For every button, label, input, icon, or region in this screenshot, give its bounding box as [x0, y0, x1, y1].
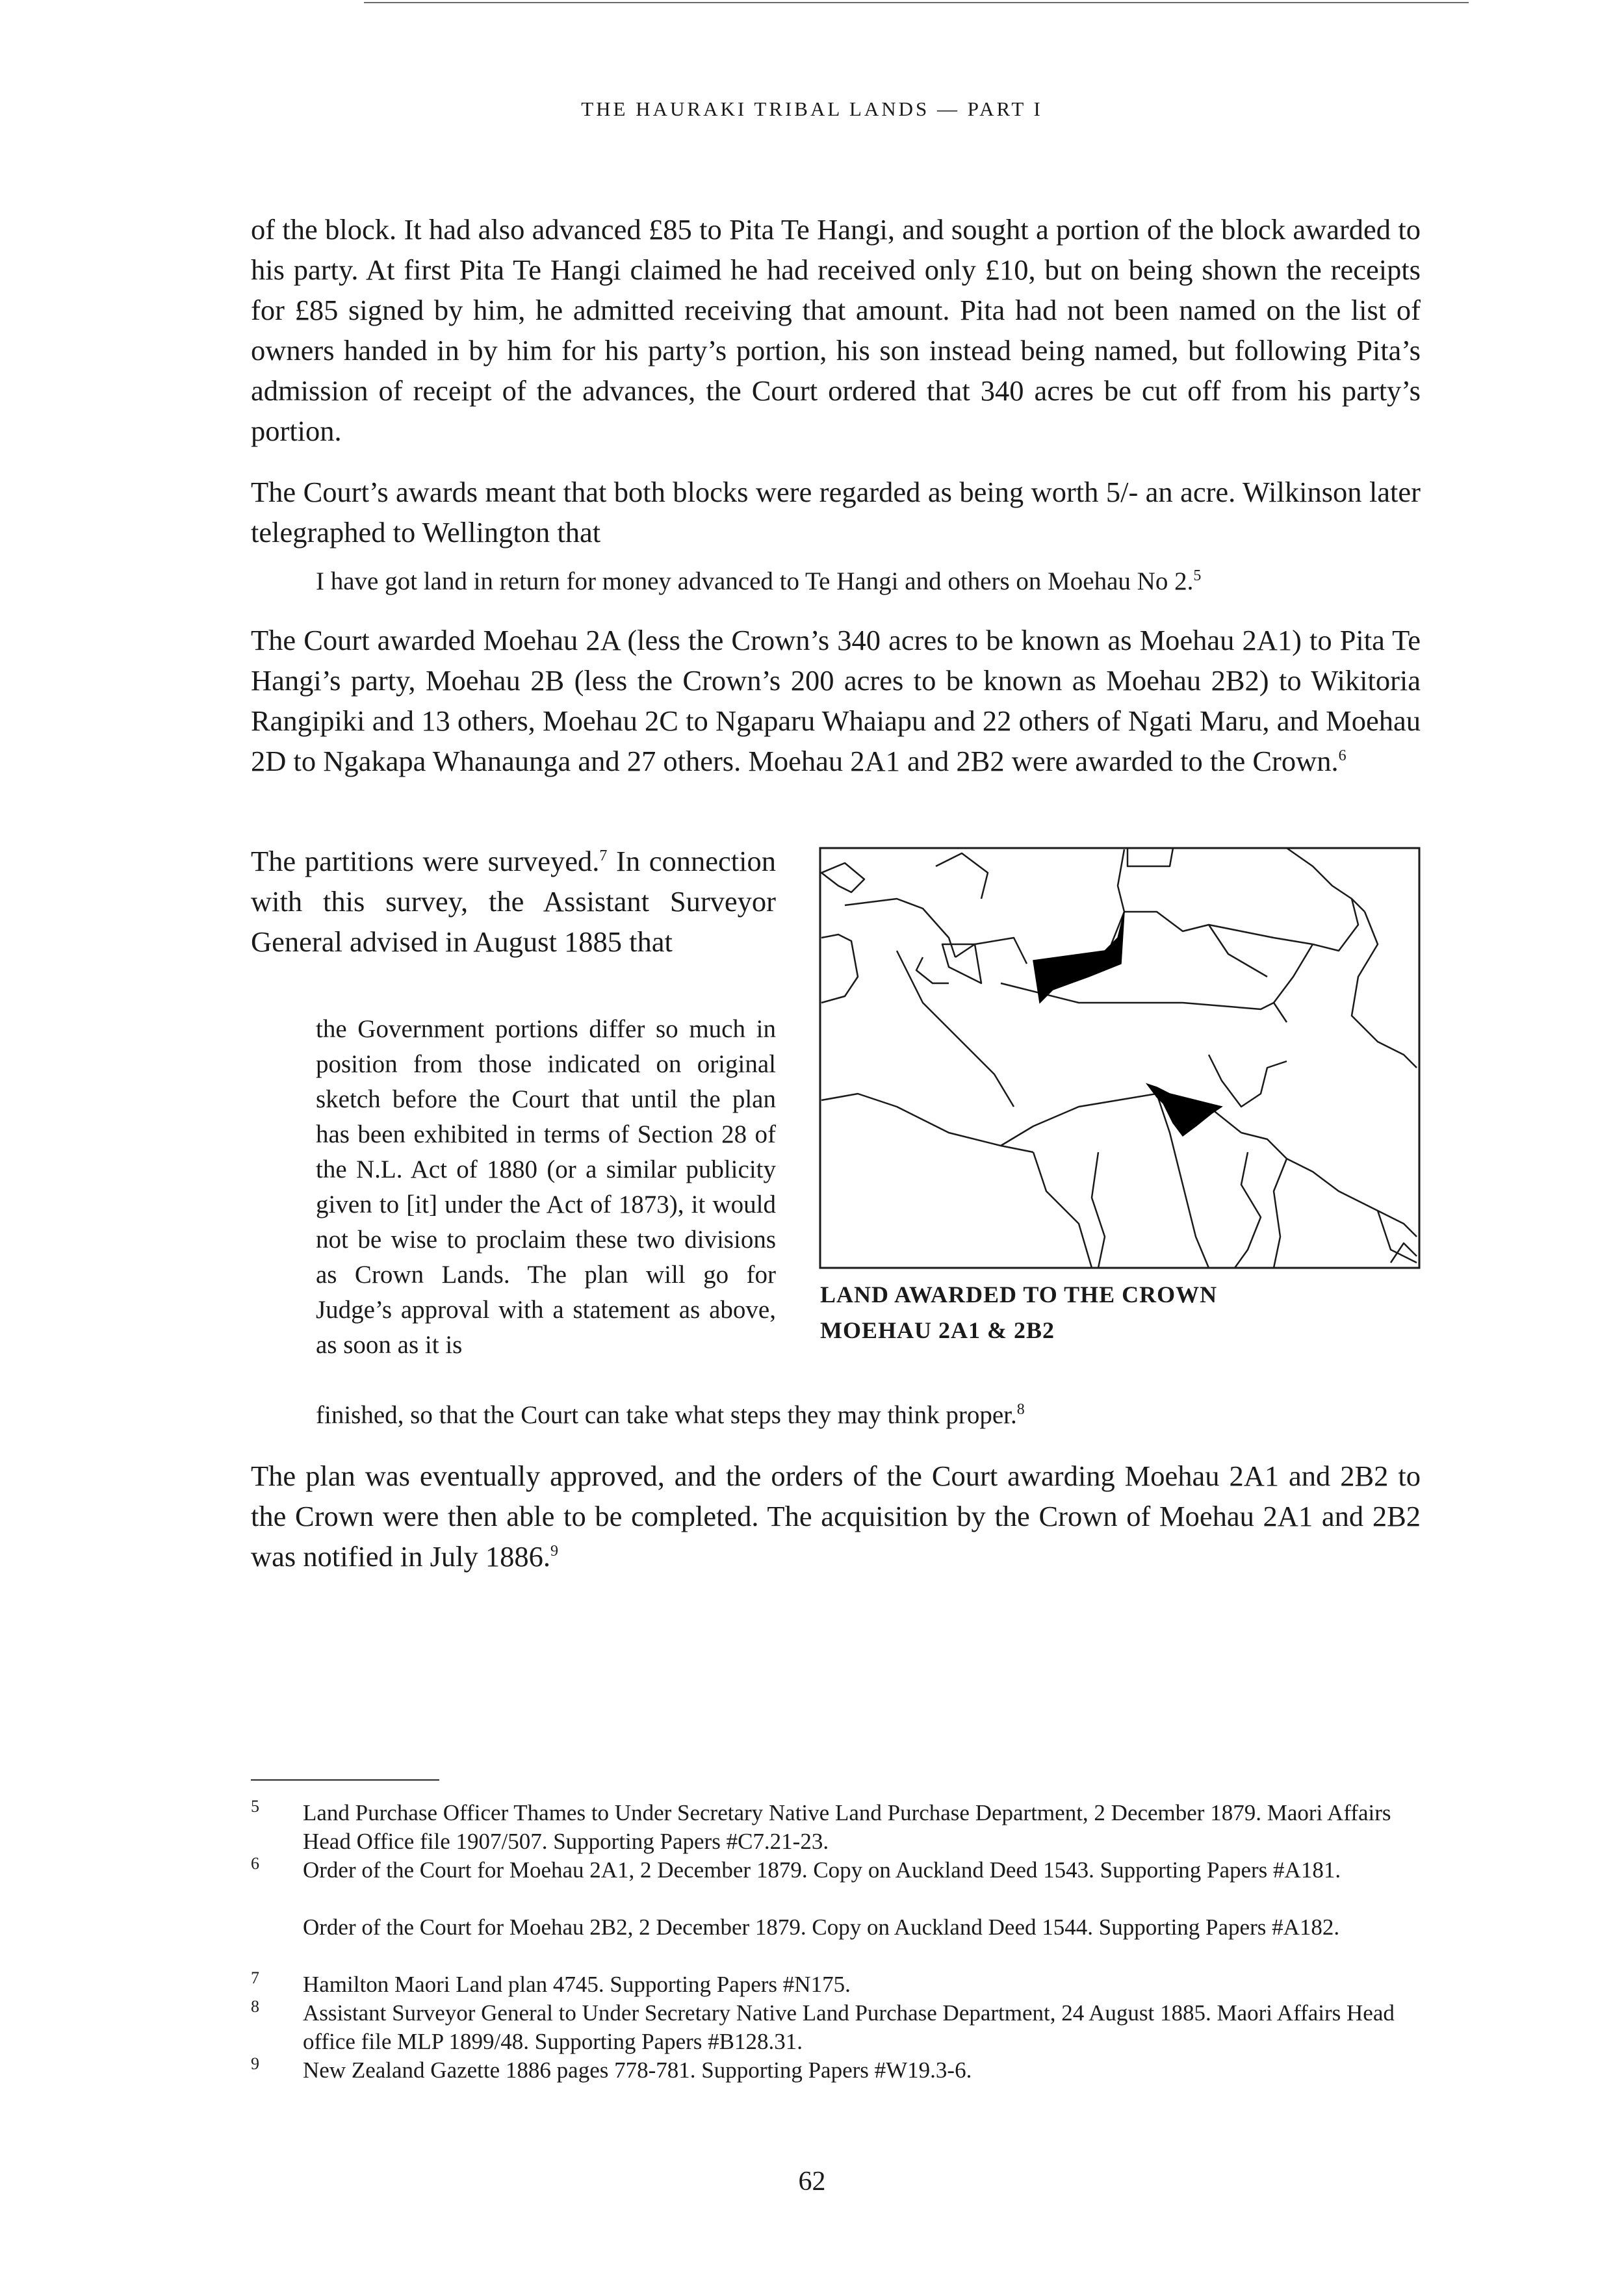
moehau-map — [819, 847, 1421, 1269]
paragraph-2 — [251, 472, 1421, 552]
paragraph-5-text: The plan was eventually approved, and the orders of the Court awarding Moehau 2A1 and 2B2 to the Crown were then able to be completed. The acquisition by the Crown of Moehau 2A1 and 2B2 was notified in July 1886. — [251, 1460, 1421, 1573]
footnote-ref-6: 6 — [1338, 747, 1347, 765]
paragraph-5 — [251, 1456, 1421, 1577]
map-caption-line-2: MOEHAU 2A1 & 2B2 — [820, 1317, 1055, 1343]
footnote-number: 7 — [251, 1968, 259, 1987]
block-quote-2 — [316, 1012, 776, 1363]
paragraph-1-text: of the block. It had also advanced £85 to Pita Te Hangi, and sought a portion of the block awarded to his party. At first Pita Te Hangi claimed he had received only £10, but on being shown the receipts for £85 signed by him, he admitted receiving that amount. Pita had not been named on the list of owners handed in by him for his party’s portion, his son instead being named, but following Pita’s admission of receipt of the advances, the Court ordered that 340 acres be cut off from his party’s portion. — [251, 213, 1421, 447]
footnote-text: Order of the Court for Moehau 2A1, 2 December 1879. Copy on Auckland Deed 1543. Supporting Papers #A181. — [303, 1857, 1341, 1883]
footnote-5 — [251, 1799, 1421, 1856]
footnote-text: New Zealand Gazette 1886 pages 778-781. Supporting Papers #W19.3-6. — [303, 2057, 972, 2083]
map-frame — [820, 848, 1419, 1268]
footnote-ref-8: 8 — [1016, 1401, 1025, 1418]
block-quote-2-last-text: finished, so that the Court can take what steps they may think proper. — [316, 1401, 1017, 1429]
paragraph-2-text: The Court’s awards meant that both blocks were regarded as being worth 5/- an acre. Wilkinson later telegraphed to Wellington that — [251, 476, 1421, 548]
map-caption-line-1: LAND AWARDED TO THE CROWN — [820, 1282, 1218, 1308]
block-quote-1 — [316, 564, 1421, 599]
footnote-9 — [251, 2056, 1421, 2085]
footnote-7 — [251, 1970, 1421, 1999]
paragraph-4 — [251, 841, 776, 962]
block-quote-2-text: the Government portions differ so much in position from those indicated on original sketch before the Court that until the plan has been exhibited in terms of Section 28 of the N.L. Act of 1880 (or a similar publicity given to [it] under the Act of 1873), it would not be wise to proclaim these two divisions as Crown Lands. The plan will go for Judge’s approval with a statement as above, as soon as it is — [316, 1015, 776, 1359]
top-edge-rule — [364, 2, 1469, 3]
footnote-ref-5: 5 — [1193, 567, 1202, 584]
footnote-ref-7: 7 — [599, 847, 608, 865]
paragraph-3-text: The Court awarded Moehau 2A (less the Crown’s 340 acres to be known as Moehau 2A1) to Pita Te Hangi’s party, Moehau 2B (less the Crown’s 200 acres to be known as Moehau 2B2) to Wikitoria Rangipiki and 13 others, Moehau 2C to Ngaparu Whaiapu and 22 others of Ngati Maru, and Moehau 2D to Ngakapa Whanaunga and 27 others. Moehau 2A1 and 2B2 were awarded to the Crown. — [251, 624, 1421, 777]
footnote-text: Assistant Surveyor General to Under Secretary Native Land Purchase Department, 24 August 1885. Maori Affairs Head office file MLP 1899/48. Supporting Papers #B128.31. — [303, 2000, 1395, 2054]
page-number: 62 — [798, 2167, 826, 2197]
footnote-number: 9 — [251, 2054, 259, 2073]
paragraph-3 — [251, 620, 1421, 781]
paragraph-1 — [251, 209, 1421, 451]
footnote-8 — [251, 1999, 1421, 2056]
footnote-6 — [251, 1856, 1421, 1885]
footnote-text: Hamilton Maori Land plan 4745. Supporting Papers #N175. — [303, 1972, 851, 1997]
footnote-text: Land Purchase Officer Thames to Under Secretary Native Land Purchase Department, 2 December 1879. Maori Affairs Head Office file 1907/507. Supporting Papers #C7.21-23. — [303, 1800, 1391, 1854]
running-head: THE HAURAKI TRIBAL LANDS — PART I — [581, 97, 1043, 120]
block-quote-1-text: I have got land in return for money advanced to Te Hangi and others on Moehau No 2. — [316, 567, 1194, 595]
block-quote-2-last-line — [316, 1398, 1421, 1433]
footnote-number: 5 — [251, 1797, 259, 1816]
paragraph-4-text-a: The partitions were surveyed. — [251, 845, 600, 877]
footnote-number: 6 — [251, 1854, 259, 1873]
footnote-number: 8 — [251, 1997, 259, 2016]
footnote-rule — [251, 1779, 439, 1781]
footnote-text: Order of the Court for Moehau 2B2, 2 December 1879. Copy on Auckland Deed 1544. Supporting Papers #A182. — [303, 1914, 1340, 1940]
paragraph-4-text-b: In connection with this survey, the Assistant Surveyor General advised in August 1885 that — [251, 845, 776, 958]
moehau-map-svg — [819, 847, 1421, 1269]
footnote-6-continued — [251, 1913, 1421, 1942]
footnote-ref-9: 9 — [550, 1543, 559, 1560]
